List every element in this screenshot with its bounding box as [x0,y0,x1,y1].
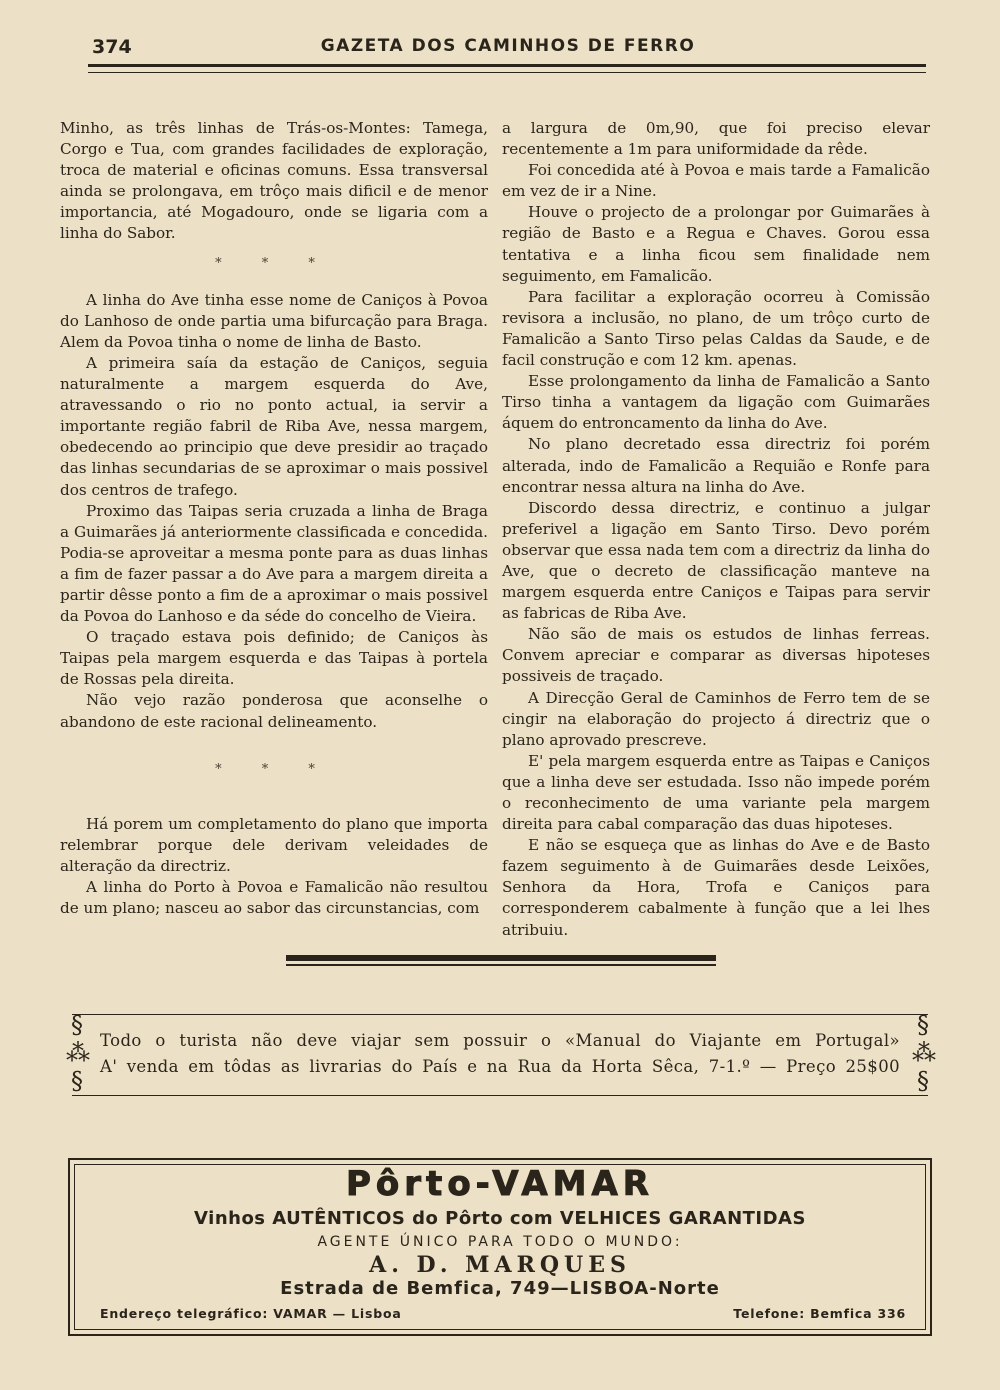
notice-line: A' venda em tôdas as livrarias do País e na Rua da Horta Sêca, 7-1.º — Preço 25$00 [100,1057,900,1076]
section-separator: * * * [215,255,333,271]
page-header [92,34,924,62]
paragraph: Proximo das Taipas seria cruzada a linha de Braga a Guimarães já anteriormente classificada e concedida. Podia-se aproveitar a mesma ponte para as duas linhas a fim de fazer passar a do Ave para a margem direita a partir dêsse ponto a fim de a aproximar o mais possivel da Povoa do Lanhoso e da séde do concelho de Vieira. [60,501,488,626]
paragraph: A linha do Ave tinha esse nome de Caniços à Povoa do Lanhoso de onde partia uma bifurcação para Braga. Alem da Povoa tinha o nome de linha de Basto. [60,290,488,351]
paragraph: A Direcção Geral de Caminhos de Ferro tem de se cingir na elaboração do projecto á directriz que o plano aprovado prescreve. [502,688,930,749]
ornament-right-icon: § ⁂ § [912,1011,936,1095]
ad-agent-name: A. D. MARQUES [369,1252,631,1278]
ad-telephone: Telefone: Bemfica 336 [733,1306,906,1321]
paragraph: Não vejo razão ponderosa que aconselhe o abandono de este racional delineamento. [60,691,488,731]
ad-address: Estrada de Bemfica, 749—LISBOA-Norte [280,1278,720,1299]
paragraph: No plano decretado essa directriz foi porém alterada, indo de Famalicão a Requião e Ronfe para encontrar nessa altura na linha do Ave. [502,435,930,496]
ad-telegraph: Endereço telegráfico: VAMAR — Lisboa [100,1306,402,1321]
paragraph: Para facilitar a exploração ocorreu à Comissão revisora a inclusão, no plano, de um trôço curto de Famalicão a Santo Tirso pelas Caldas da Saude, e de facil construção e com 12 km. apenas. [502,287,930,370]
paragraph: Foi concedida até à Povoa e mais tarde a Famalicão em vez de ir a Nine. [502,161,930,201]
ad-agent-label: AGENTE ÚNICO PARA TODO O MUNDO: [317,1234,683,1250]
paragraph: Houve o projecto de a prolongar por Guimarães à região de Basto e a Regua e Chaves. Gorou essa tentativa e a linha ficou sem finalidade nem seguimento, em Famalicão. [502,203,930,285]
journal-title: GAZETA DOS CAMINHOS DE FERRO [320,36,696,56]
notice-line: Todo o turista não deve viajar sem possuir o «Manual do Viajante em Portugal» [100,1031,900,1050]
header-rule [88,64,926,73]
paragraph: A primeira saía da estação de Caniços, seguia naturalmente a margem esquerda do Ave, atravessando o rio no ponto actual, ia servir a importante região fabril de Riba Ave, nessa margem, obedecendo ao principio que deve presidir ao traçado das linhas secundarias de se aproximar o mais possivel dos centros de trafego. [60,353,488,499]
notice-box [66,1011,936,1096]
end-of-article-rule [286,955,716,966]
paragraph: Discordo dessa directriz, e continuo a julgar preferivel a ligação em Santo Tirso. Devo porém observar que essa nada tem com a directriz da linha do Ave, que o decreto de classificação manteve na margem esquerda entre Caniços e Taipas para servir as fabricas de Riba Ave. [502,498,930,623]
paragraph: A linha do Porto à Povoa e Famalicão não resultou de um plano; nasceu ao sabor das circunstancias, com [60,878,488,918]
right-column [502,118,930,941]
paragraph: Não são de mais os estudos de linhas ferreas. Convem apreciar e comparar as diversas hipoteses possiveis de traçado. [502,625,930,686]
paragraph: Minho, as três linhas de Trás-os-Montes: Tamega, Corgo e Tua, com grandes facilidades de exploração, troca de material e oficinas comuns. Essa transversal ainda se prolongava, em trôço mais dificil e de menor importancia, até Mogadouro, onde se ligaria com a linha do Sabor. [60,119,488,243]
paragraph: Há porem um completamento do plano que importa relembrar porque dele derivam veleidades de alteração da directriz. [60,814,488,875]
ad-tagline: Vinhos AUTÊNTICOS do Pôrto com VELHICES GARANTIDAS [194,1208,806,1229]
paragraph: E não se esqueça que as linhas do Ave e de Basto fazem seguimento à de Guimarães desde Leixões, Senhora da Hora, Trofa e Caniços para corresponderem cabalmente à função que a lei lhes atribuiu. [502,836,930,939]
advertisement [68,1158,932,1336]
paragraph: Esse prolongamento da linha de Famalicão a Santo Tirso tinha a vantagem da ligação com Guimarães áquem do entroncamento da linha do Ave. [502,372,930,433]
ad-brand: Pôrto-VAMAR [346,1164,654,1204]
paragraph: E' pela margem esquerda entre as Taipas e Caniços que a linha deve ser estudada. Isso não impede porém o reconhecimento de uma variante pela margem direita para cabal comparação das duas hipoteses. [502,751,930,834]
ornament-left-icon: § ⁂ § [66,1011,90,1095]
page-number: 374 [92,36,132,58]
paragraph: a largura de 0m,90, que foi preciso elevar recentemente a 1m para uniformidade da rêde. [502,119,930,159]
paragraph: O traçado estava pois definido; de Caniços às Taipas pela margem esquerda e das Taipas à portela de Rossas pela direita. [60,628,488,689]
section-separator: * * * [215,761,333,777]
left-column [60,118,488,919]
